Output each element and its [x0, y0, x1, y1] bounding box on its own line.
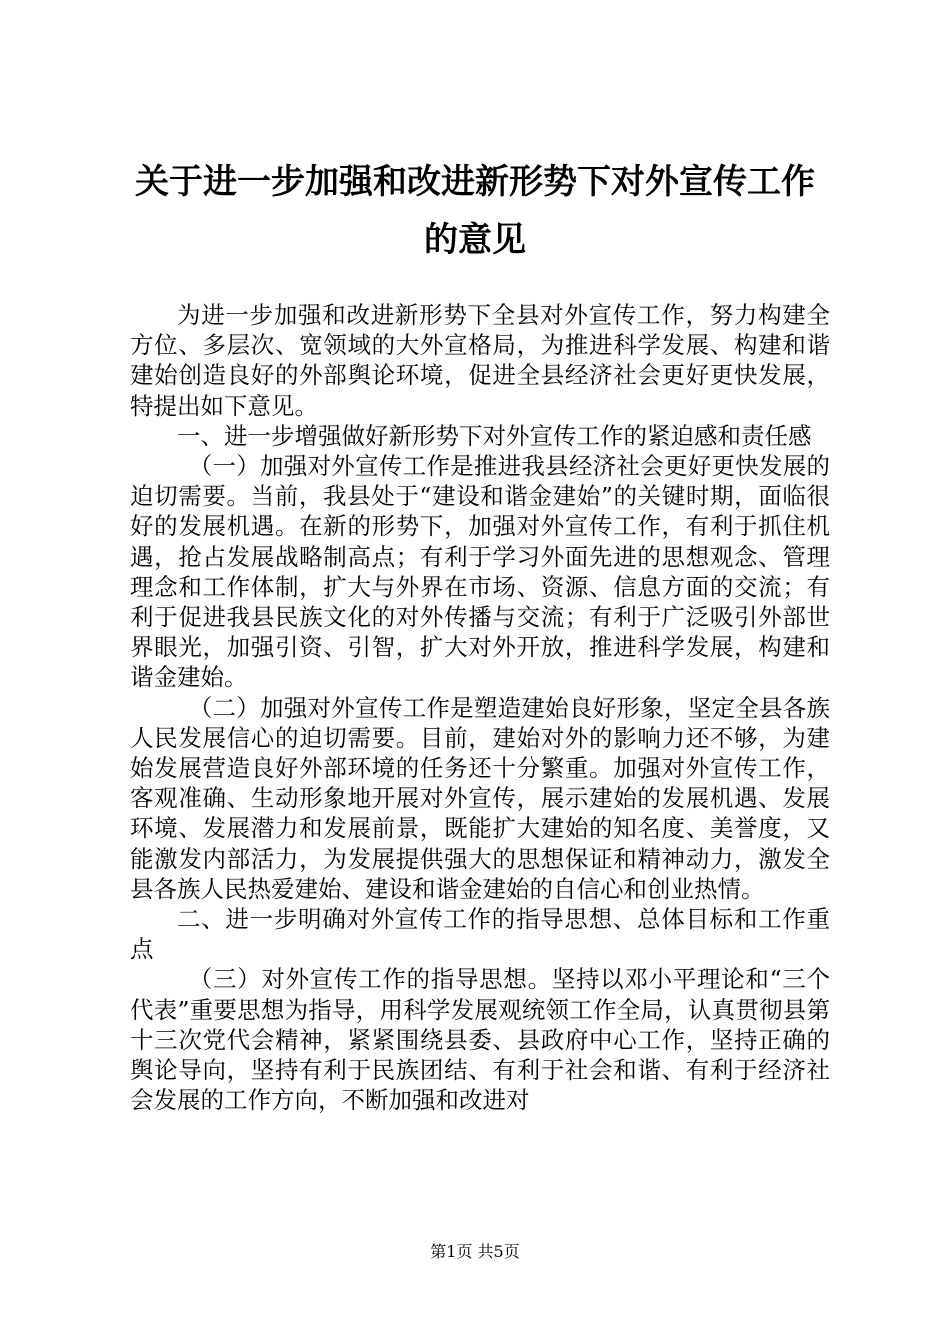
document-title-line-1: 关于进一步加强和改进新形势下对外宣传工作 — [135, 162, 815, 202]
document-body — [130, 300, 830, 1115]
body-paragraph-3: （三）对外宣传工作的指导思想。坚持以邓小平理论和“三个代表”重要思想为指导，用科学发展观统领工作全局，认真贯彻县第十三次党代会精神，紧紧围绕县委、县政府中心工作，坚持正确的舆论导向，坚持有利于民族团结、有利于社会和谐、有利于经济社会发展的工作方向，不断加强和改进对 — [130, 965, 830, 1115]
body-paragraph-2: （二）加强对外宣传工作是塑造建始良好形象，坚定全县各族人民发展信心的迫切需要。目前，建始对外的影响力还不够，为建始发展营造良好外部环境的任务还十分繁重。加强对外宣传工作，客观准确、生动形象地开展对外宣传，展示建始的发展机遇、发展环境、发展潜力和发展前景，既能扩大建始的知名度、美誉度，又能激发内部活力，为发展提供强大的思想保证和精神动力，激发全县各族人民热爱建始、建设和谐金建始的自信心和创业热情。 — [130, 693, 830, 903]
document-title-line-2: 的意见 — [424, 220, 526, 260]
section-heading-2: 二、进一步明确对外宣传工作的指导思想、总体目标和工作重点 — [130, 905, 830, 964]
body-paragraph-1: （一）加强对外宣传工作是推进我县经济社会更好更快发展的迫切需要。当前，我县处于“建设和谐金建始”的关键时期，面临很好的发展机遇。在新的形势下，加强对外宣传工作，有利于抓住机遇，抢占发展战略制高点；有利于学习外面先进的思想观念、管理理念和工作体制，扩大与外界在市场、资源、信息方面的交流；有利于促进我县民族文化的对外传播与交流；有利于广泛吸引外部世界眼光，加强引资、引智，扩大对外开放，推进科学发展，构建和谐金建始。 — [130, 452, 830, 692]
page-number-footer: 第1页 共5页 — [430, 1242, 520, 1261]
section-heading-1: 一、进一步增强做好新形势下对外宣传工作的紧迫感和责任感 — [177, 421, 812, 450]
intro-paragraph: 为进一步加强和改进新形势下全县对外宣传工作，努力构建全方位、多层次、宽领域的大外宣格局，为推进科学发展、构建和谐建始创造良好的外部舆论环境，促进全县经济社会更好更快发展，特提出如下意见。 — [130, 301, 830, 420]
